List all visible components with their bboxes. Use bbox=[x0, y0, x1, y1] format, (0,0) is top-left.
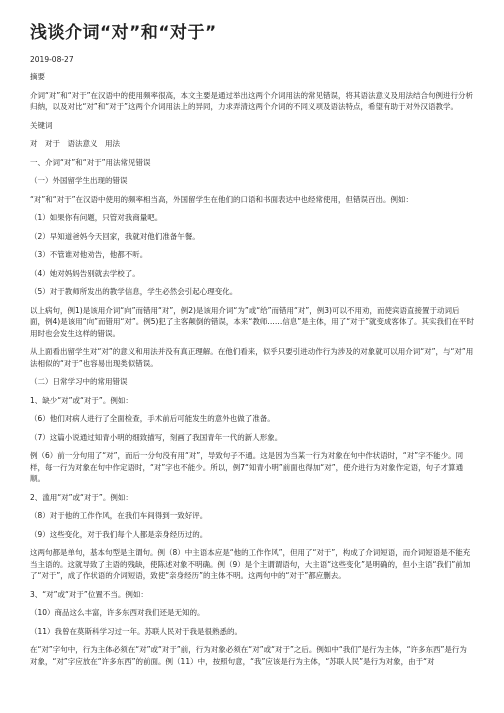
subsection-heading: （一）外国留学生出现的错误 bbox=[30, 176, 128, 185]
example-sentence: （4）她对妈妈告别就去学校了。 bbox=[30, 268, 140, 278]
paragraph: 例（6）前一分句用了“对”，而后一分句没有用“对”，导致句子不通。这是因为当某一行为对象在句中作状语时，“对”字不能少。同样，每一行为对象在句中作定语时，“对”字也不能少。所以，例7“知青小明”前面也得加“对”，使介进行为对象作定语，句子才算通顺。 bbox=[30, 451, 464, 483]
example-sentence: （1）如果你有问题，只管对我商量吧。 bbox=[30, 213, 163, 222]
example-sentence: （6）他们对病人进行了全面检查，手术前后可能发生的意外也做了准备。 bbox=[30, 414, 275, 423]
paragraph: 以上病句，例1)是该用介词“向”而错用“对”，例2)是该用介词“为”或“给”而错用“对”，例3)可以不用劝，而使宾语直接置于动词后面，例4)是该用“向”而错用“对”。例5)犯了主客颠倒的错误，本来“教师……信息”是主体，用了“对于”就变成客体了。其实我们在平时用时也会发生这样的错误。 bbox=[30, 305, 474, 338]
point-heading: 3、“对”或“对于”位置不当。例如： bbox=[30, 589, 148, 599]
example-sentence: （2）早知道爸妈今天回家，我就对他们准备午餐。 bbox=[30, 231, 200, 241]
paragraph: 从上面看出留学生对“对”的意义和用法并没有真正理解。在他们看来，似乎只要引进动作行为涉及的对象就可以用介词“对”，与“对”用法相似的“对于”也容易出现类似错误。 bbox=[30, 347, 474, 368]
keywords-heading: 关键词 bbox=[30, 120, 53, 130]
example-sentence: （7）这篇小说通过知青小明的细致描写，刻画了我国青年一代的新人形象。 bbox=[30, 432, 283, 442]
example-sentence: （5）对于教师所发出的教学信息，学生必然会引起心理变化。 bbox=[30, 287, 238, 296]
example-sentence: （11）我曾在莫斯科学习过一年。苏联人民对于我是很熟悉的。 bbox=[30, 626, 243, 636]
example-sentence: （9）这些变化，对于我们每个人都是亲身经历过的。 bbox=[30, 529, 208, 539]
publish-date: 2019-08-27 bbox=[30, 55, 74, 64]
subsection-heading: （二）日常学习中的常用错误 bbox=[30, 377, 128, 386]
example-sentence: （3）不管谁对他劝告，他都不听。 bbox=[30, 250, 148, 259]
article-body bbox=[30, 157, 474, 668]
page-title: 浅谈介词“对”和“对于” bbox=[30, 23, 217, 43]
section-heading: 一、介词“对”和“对于”用法常见错误 bbox=[30, 157, 151, 167]
paragraph: 这两句都是单句，基本句型是主谓句。例（8）中主语本应是“他的工作作风”，但用了“对于”，构成了介词短语，而介词短语是不能充当主语的。这就导致了主语的残缺，使陈述对象不明确。例（9）是个主谓谓语句，大主语“这些变化”是明确的，但小主语“我们”前加了“对于”，成了作状语的介词短语，致使“亲身经历”的主体不明。这两句中的“对于”都应删去。 bbox=[30, 548, 471, 580]
point-heading: 1、缺少“对”或“对于”。例如： bbox=[30, 395, 133, 405]
keywords-text: 对 对于 语法意义 用法 bbox=[30, 139, 120, 148]
abstract-text: 介词“对”和“对于”在汉语中的使用频率很高，本文主要是通过举出这两个介词用法的常见错误，将其语法意义及用法结合句例进行分析归纳，以及对比“对”和“对于”这两个介词用法上的异同，力求弄清这两个介词的不同义项及语法特点，希望有助于对外汉语教学。 bbox=[30, 90, 474, 111]
example-sentence: （10）商品这么丰富，许多东西对我们还是无知的。 bbox=[30, 608, 205, 617]
paragraph: “对”和“对于”在汉语中使用的频率相当高，外国留学生在他们的口语和书面表达中也经常使用，但错误百出。例如： bbox=[30, 194, 414, 204]
paragraph: 在“对”字句中，行为主体必须在“对”或“对于”前，行为对象必须在“对”或“对于”之后。例如中“我们”是行为主体，“许多东西”是行为对象，“对”字应放在“许多东西”的前面。例（11）中，按照句意，“我”应该是行为主体，“苏联人民”是行为对象，由于“对 bbox=[30, 645, 467, 666]
example-sentence: （8）对于他的工作作风，在我们车间得到一致好评。 bbox=[30, 511, 208, 520]
point-heading: 2、滥用“对”或“对于”。例如： bbox=[30, 492, 133, 502]
abstract-heading: 摘要 bbox=[30, 72, 45, 81]
